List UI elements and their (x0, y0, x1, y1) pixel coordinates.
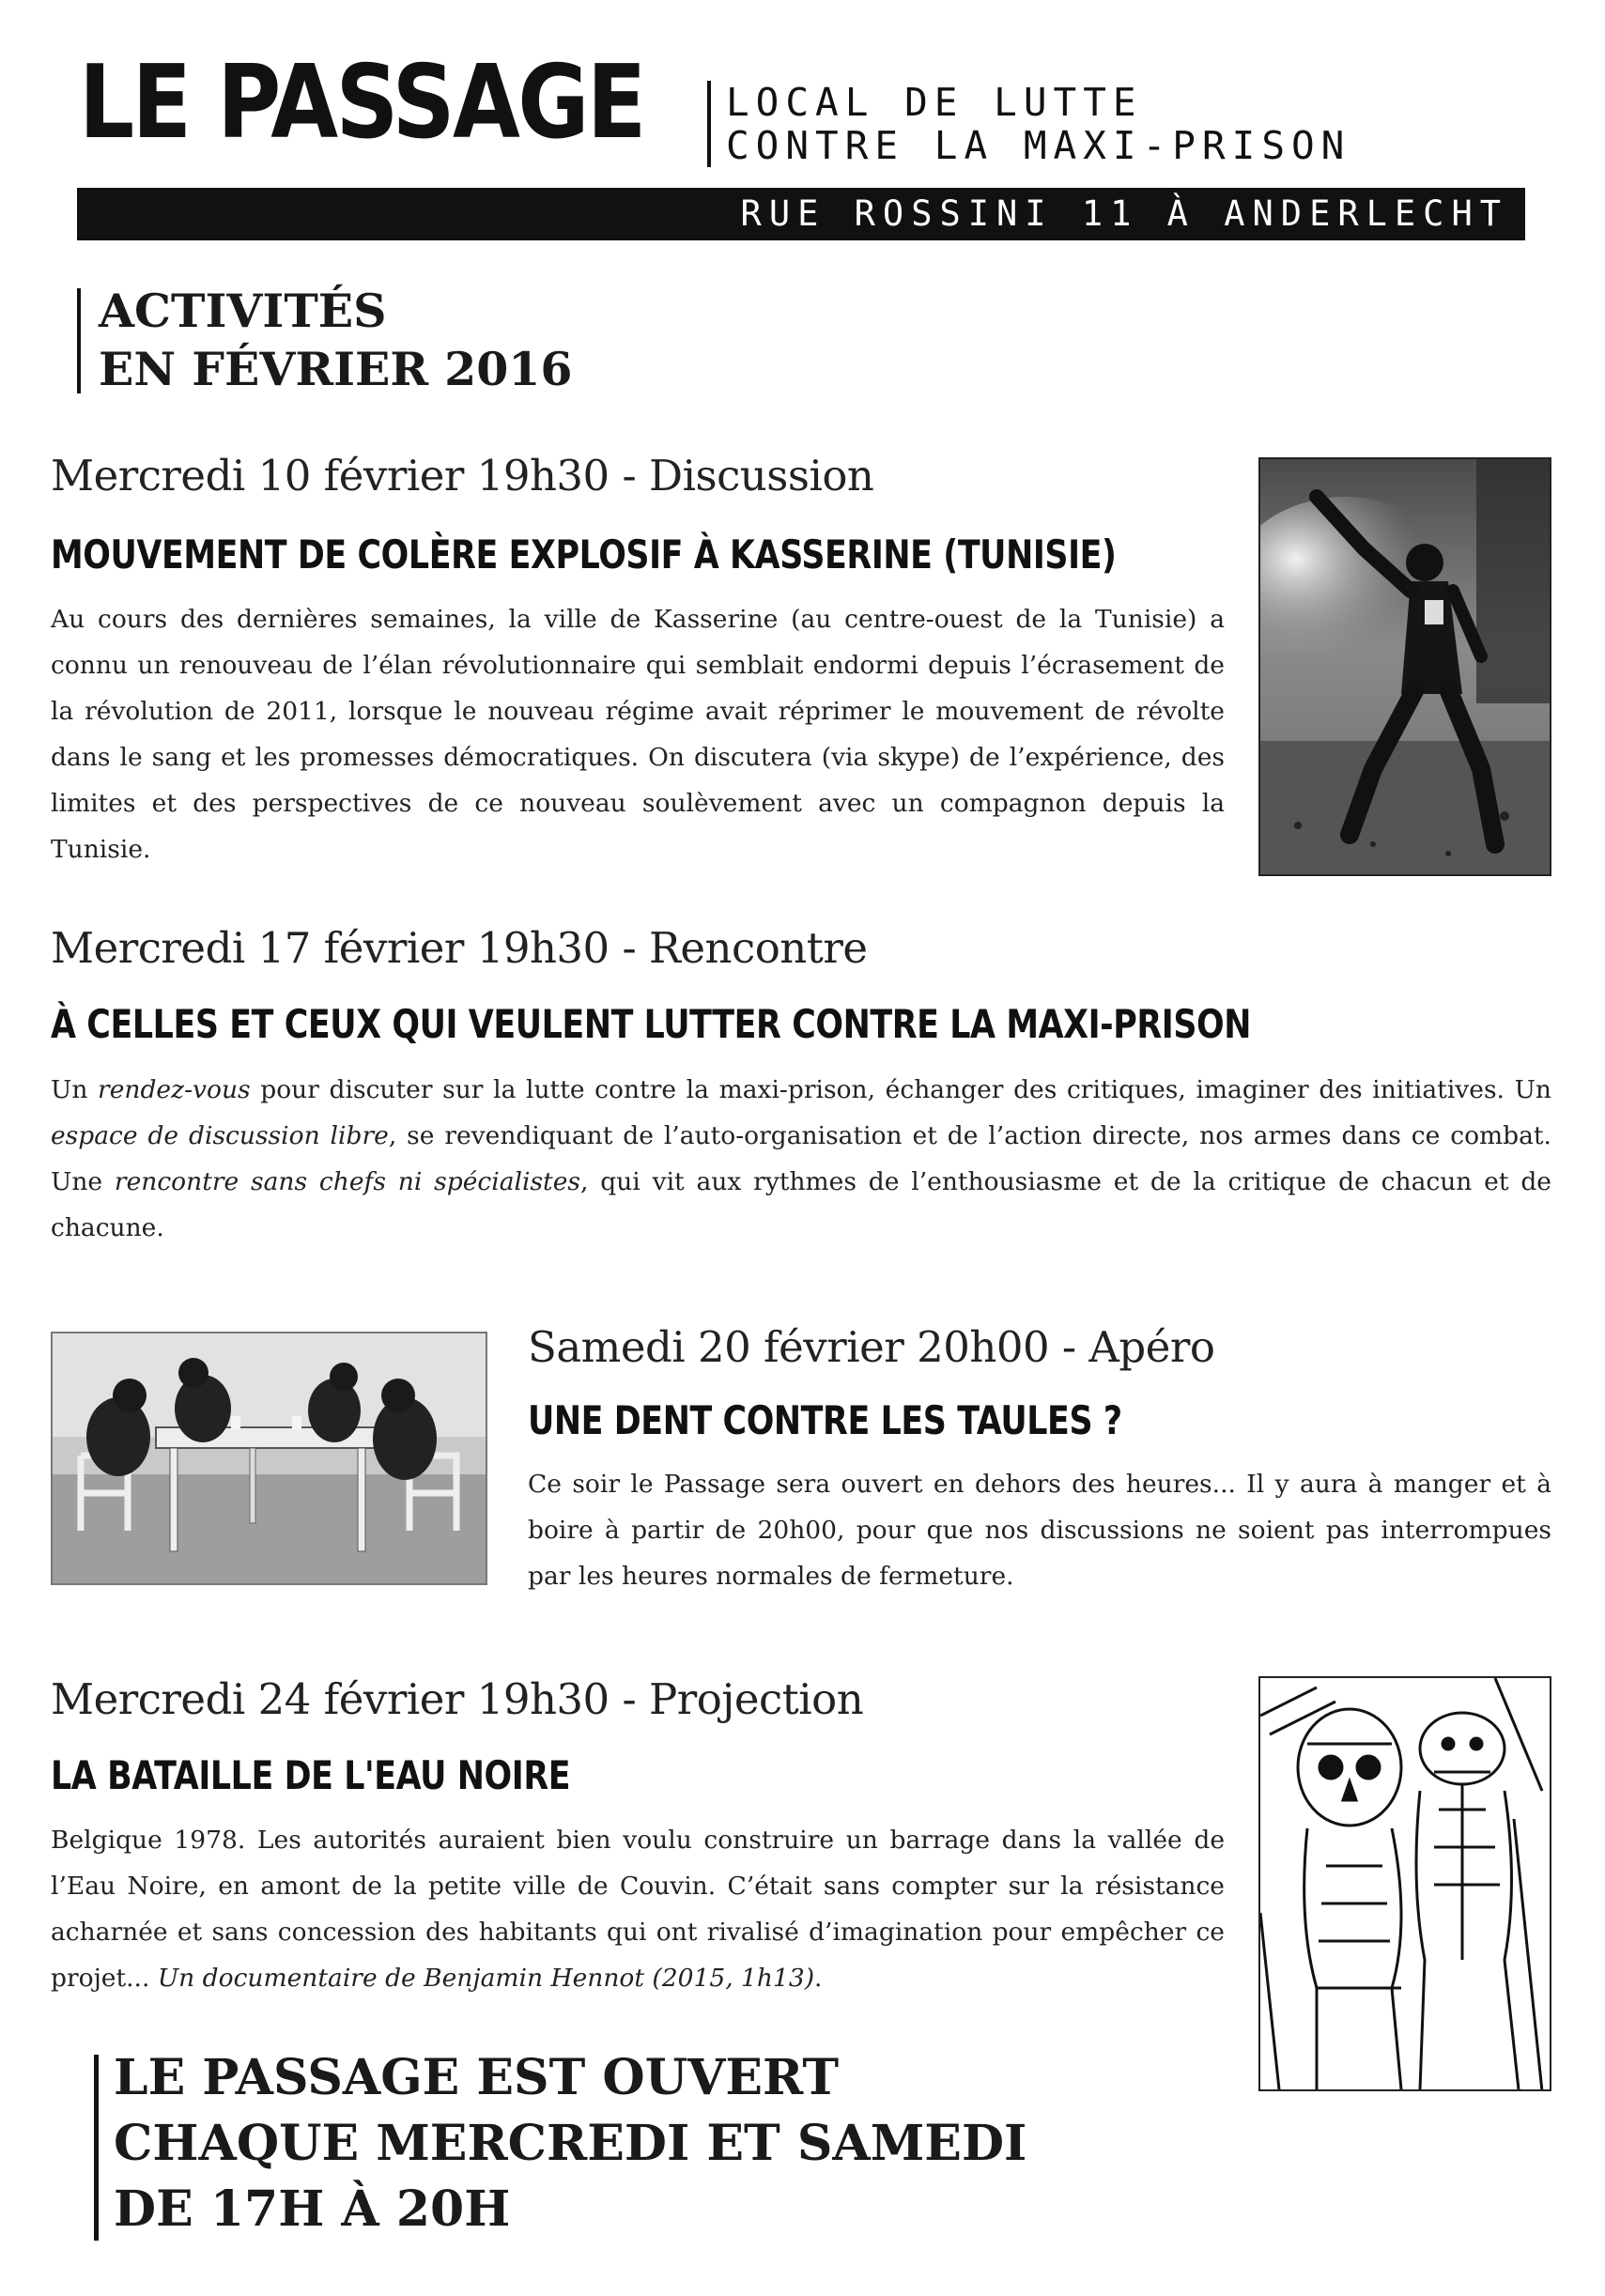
tagline-line-1: LOCAL DE LUTTE (726, 80, 1143, 125)
tagline (726, 81, 1350, 167)
event-1-body: Au cours des dernières semaines, la ville de Kasserine (au centre-ouest de la Tunisie) a connu un renouveau de l’élan révolutionnaire qui semblait endormi depuis l’écrasement de la révolution de 2011, lorsque le nouveau régime avait réprimer le mouvement de révolte dans le sang et les promesses démocratiques. On discutera (via skype) de l’expérience, des limites et des perspectives de ce nouveau soulèvement avec un compagnon depuis la Tunisie. (51, 605, 1225, 864)
brand-title: LE PASSAGE (79, 44, 644, 162)
event-4-body (51, 1817, 1225, 2001)
opening-hours-line-1: LE PASSAGE EST OUVERT (114, 2049, 840, 2106)
activities-heading-line-1: ACTIVITÉS (99, 284, 387, 338)
event-2-body-text-4: , qui vit aux rythmes de l’enthousiasme et de la critique de chacun et de chacune. (51, 1167, 1551, 1242)
opening-hours-divider (94, 2055, 99, 2241)
event-3-body: Ce soir le Passage sera ouvert en dehors des heures... Il y aura à manger et à boire à partir de 20h00, pour que nos discussions ne soient pas interrompues par les heures normales de fermeture. (528, 1470, 1551, 1591)
event-2-body-text-1: Un (51, 1075, 99, 1104)
riot-photo (1258, 457, 1551, 876)
tagline-divider (707, 81, 711, 167)
event-4-date: Mercredi 24 février 19h30 - Projection (51, 1674, 864, 1724)
event-3-date: Samedi 20 février 20h00 - Apéro (528, 1322, 1215, 1372)
event-1-title: MOUVEMENT DE COLÈRE EXPLOSIF À KASSERINE (TUNISIE) (51, 532, 1117, 578)
opening-hours-line-3: DE 17H À 20H (114, 2180, 511, 2238)
event-2-body (51, 1067, 1551, 1251)
riot-photo-illustration (1260, 459, 1550, 874)
event-3-title: UNE DENT CONTRE LES TAULES ? (528, 1397, 1122, 1443)
event-4-body-end: . (814, 1964, 823, 1993)
event-2-body-text-3: , se revendiquant de l’auto-organisation et de l’action directe, nos armes dans ce combat. Une (51, 1121, 1551, 1196)
event-4-title: LA BATAILLE DE L'EAU NOIRE (51, 1752, 571, 1798)
activities-heading (99, 282, 573, 398)
event-4-body-credit: Un documentaire de Benjamin Hennot (2015, 1h13) (157, 1964, 815, 1993)
event-2-body-emphasis-1: rendez-vous (98, 1075, 251, 1104)
event-4-body-text: Belgique 1978. Les autorités auraient bien voulu construire un barrage dans la vallée de l’Eau Noire, en amont de la petite ville de Couvin. C’était sans compter sur la résistance acharnée et sans concession des habitants qui ont rivalisé d’imagination pour empêcher ce projet... (51, 1826, 1225, 1993)
chimpanzees-photo-illustration (53, 1333, 486, 1583)
tagline-line-2: CONTRE LA MAXI-PRISON (726, 123, 1351, 168)
event-2-body-emphasis-3: rencontre sans chefs ni spécialistes (114, 1167, 580, 1196)
activities-divider (77, 288, 81, 393)
opening-hours (114, 2045, 1026, 2242)
opening-hours-line-2: CHAQUE MERCREDI ET SAMEDI (114, 2115, 1027, 2172)
address-bar: RUE ROSSINI 11 À ANDERLECHT (77, 188, 1525, 240)
event-2-title: À CELLES ET CEUX QUI VEULENT LUTTER CONTRE LA MAXI-PRISON (51, 1001, 1252, 1047)
event-2-body-emphasis-2: espace de discussion libre (51, 1121, 389, 1150)
event-1-date: Mercredi 10 février 19h30 - Discussion (51, 451, 874, 501)
owl-weasel-illustration (1260, 1678, 1550, 2089)
chimpanzees-photo (51, 1332, 487, 1585)
event-2-body-text-2: pour discuter sur la lutte contre la maxi-prison, échanger des critiques, imaginer des initiatives. Un (250, 1075, 1552, 1104)
event-2-date: Mercredi 17 février 19h30 - Rencontre (51, 923, 868, 973)
owl-weasel-drawing (1258, 1676, 1551, 2091)
activities-heading-line-2: EN FÉVRIER 2016 (99, 342, 573, 396)
